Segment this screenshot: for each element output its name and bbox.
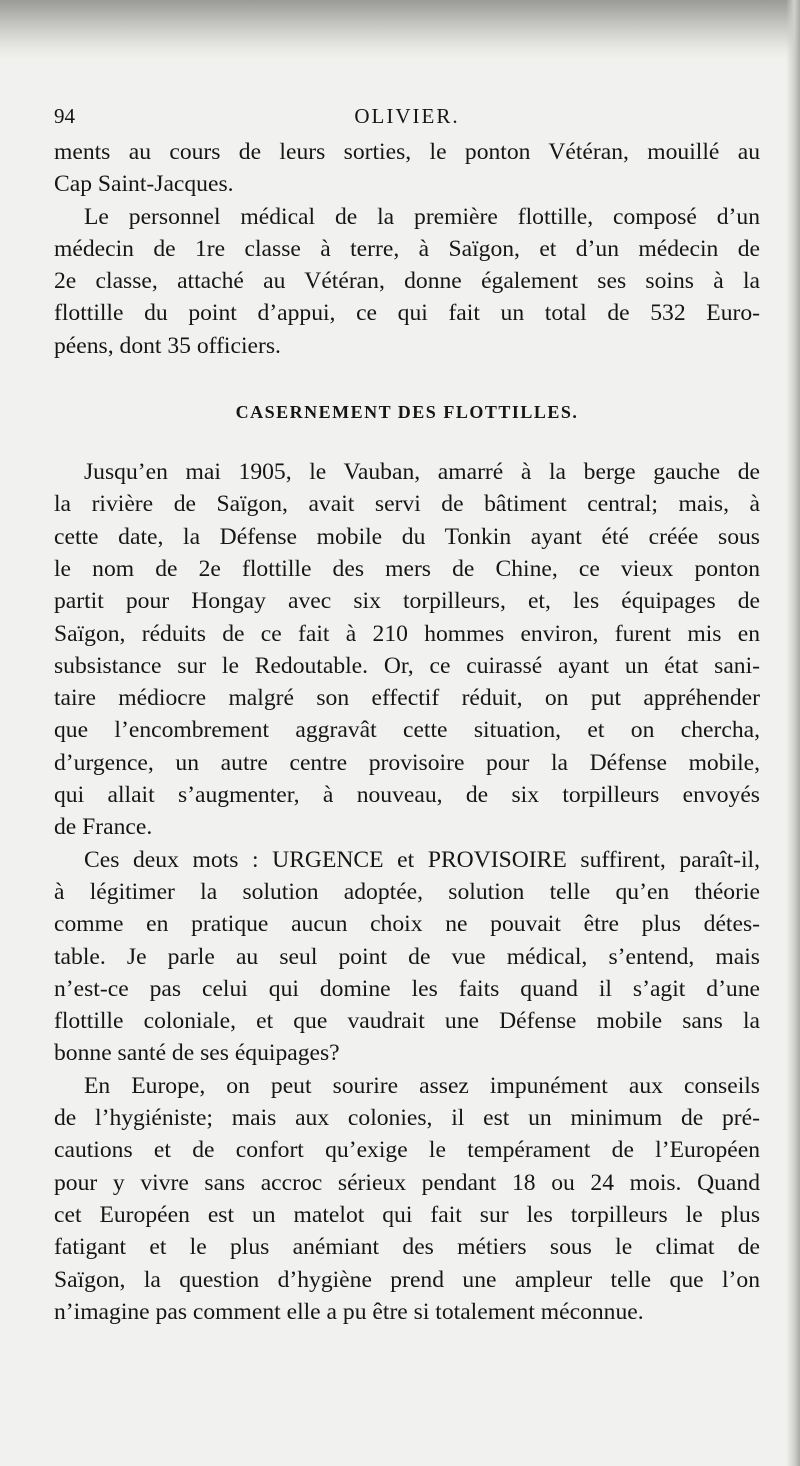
- text-line: ments au cours de leurs sorties, le ponton Vétéran, mouillé au: [54, 139, 760, 165]
- text-line: subsistance sur le Redoutable. Or, ce cuirassé ayant un état sani-: [54, 652, 760, 679]
- text-line: n’est-ce pas celui qui domine les faits quand il s’agit d’une: [54, 975, 760, 1002]
- text-line: n’imagine pas comment elle a pu être si totalement méconnue.: [54, 1298, 644, 1325]
- paragraph-1: [54, 136, 760, 201]
- text-line: le nom de 2e flottille des mers de Chine, ce vieux ponton: [54, 555, 760, 582]
- text-line: flottille du point d’appui, ce qui fait un total de 532 Euro-: [54, 300, 760, 327]
- text-line: que l’encombrement aggravât cette situation, et on chercha,: [54, 717, 760, 744]
- page-header: [54, 96, 760, 136]
- text-line: Saïgon, réduits de ce fait à 210 hommes environ, furent mis en: [54, 620, 760, 647]
- text-line: Jusqu’en mai 1905, le Vauban, amarré à la berge gauche de: [84, 459, 760, 486]
- text-line: comme en pratique aucun choix ne pouvait être plus détes-: [54, 911, 760, 938]
- text-line: médecin de 1re classe à terre, à Saïgon, et d’un médecin de: [54, 235, 760, 262]
- text-line: Ces deux mots : URGENCE et PROVISOIRE suffirent, paraît-il,: [84, 846, 760, 873]
- paragraph-5: [54, 1070, 760, 1328]
- text-line: cautions et de confort qu’exige le tempérament de l’Européen: [54, 1137, 760, 1164]
- text-line: fatigant et le plus anémiant des métiers sous le climat de: [54, 1234, 760, 1261]
- text-line: cet Européen est un matelot qui fait sur les torpilleurs le plus: [54, 1201, 760, 1228]
- text-line: de France.: [54, 814, 153, 841]
- text-line: Le personnel médical de la première flottille, composé d’un: [84, 203, 760, 230]
- text-line: flottille coloniale, et que vaudrait une Défense mobile sans la: [54, 1008, 760, 1035]
- text-line: d’urgence, un autre centre provisoire pour la Défense mobile,: [54, 749, 760, 776]
- text-line: qui allait s’augmenter, à nouveau, de six torpilleurs envoyés: [54, 782, 760, 809]
- text-line: cette date, la Défense mobile du Tonkin ayant été créée sous: [54, 523, 760, 550]
- text-line: table. Je parle au seul point de vue médical, s’entend, mais: [54, 943, 760, 970]
- text-line: En Europe, on peut sourire assez impunément aux conseils: [84, 1072, 760, 1099]
- text-line: la rivière de Saïgon, avait servi de bâtiment central; mais, à: [54, 491, 760, 518]
- text-line: péens, dont 35 officiers.: [54, 332, 281, 359]
- text-line: à légitimer la solution adoptée, solution telle qu’en théorie: [54, 878, 760, 905]
- text-line: bonne santé de ses équipages?: [54, 1040, 340, 1067]
- text-line: 2e classe, attaché au Vétéran, donne également ses soins à la: [54, 268, 760, 295]
- page-number: 94: [54, 104, 75, 128]
- paragraph-3: [54, 456, 760, 844]
- text-line: partit pour Hongay avec six torpilleurs, et, les équipages de: [54, 588, 760, 615]
- section-heading: CASERNEMENT DES FLOTTILLES.: [235, 402, 579, 423]
- scan-right-edge: [786, 0, 800, 1466]
- text-line: de l’hygiéniste; mais aux colonies, il est un minimum de pré-: [54, 1105, 760, 1132]
- running-title: OLIVIER.: [354, 104, 460, 128]
- text-line: Saïgon, la question d’hygiène prend une ampleur telle que l’on: [54, 1266, 760, 1293]
- paragraph-2: [54, 201, 760, 362]
- book-page: [54, 96, 760, 1328]
- scan-top-shadow: [0, 0, 800, 60]
- paragraph-4: [54, 844, 760, 1070]
- text-line: pour y vivre sans accroc sérieux pendant 18 ou 24 mois. Quand: [54, 1169, 760, 1196]
- text-line: taire médiocre malgré son effectif réduit, on put appréhender: [54, 685, 760, 712]
- text-line: Cap Saint-Jacques.: [54, 171, 234, 198]
